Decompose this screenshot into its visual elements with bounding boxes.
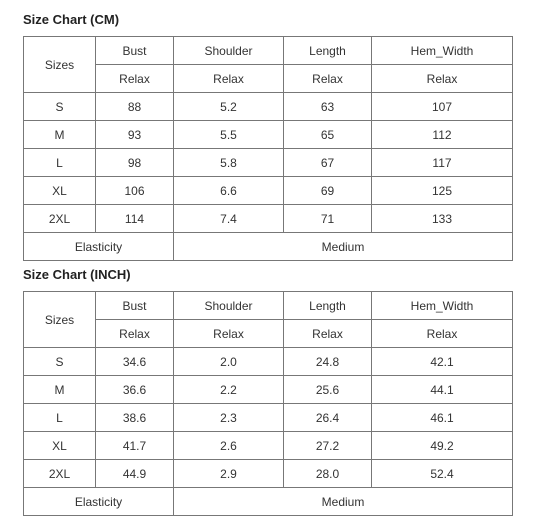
value-cell: 117 (372, 149, 513, 177)
table-row (24, 376, 513, 404)
value-cell: 112 (372, 121, 513, 149)
header-shoulder: Shoulder (174, 37, 284, 65)
fit-cell: Relax (174, 65, 284, 93)
size-cell: M (24, 121, 96, 149)
fit-cell: Relax (284, 320, 372, 348)
fit-cell: Relax (284, 65, 372, 93)
elasticity-value: Medium (174, 233, 513, 261)
value-cell: 69 (284, 177, 372, 205)
value-cell: 2.9 (174, 460, 284, 488)
header-length: Length (284, 37, 372, 65)
elasticity-row (24, 488, 513, 516)
size-cell: XL (24, 432, 96, 460)
value-cell: 125 (372, 177, 513, 205)
value-cell: 52.4 (372, 460, 513, 488)
header-hem-width: Hem_Width (372, 37, 513, 65)
fit-cell: Relax (372, 320, 513, 348)
header-bust: Bust (96, 292, 174, 320)
sizes-header: Sizes (24, 292, 96, 348)
elasticity-row (24, 233, 513, 261)
size-chart-cm-title: Size Chart (CM) (23, 12, 120, 27)
value-cell: 7.4 (174, 205, 284, 233)
elasticity-label: Elasticity (24, 233, 174, 261)
fit-cell: Relax (372, 65, 513, 93)
value-cell: 5.8 (174, 149, 284, 177)
elasticity-value: Medium (174, 488, 513, 516)
table-row (24, 404, 513, 432)
value-cell: 107 (372, 93, 513, 121)
fit-row (24, 65, 513, 93)
table-row (24, 460, 513, 488)
value-cell: 98 (96, 149, 174, 177)
table-row (24, 205, 513, 233)
table-row (24, 121, 513, 149)
header-row (24, 37, 513, 65)
header-bust: Bust (96, 37, 174, 65)
size-cell: S (24, 348, 96, 376)
value-cell: 46.1 (372, 404, 513, 432)
value-cell: 88 (96, 93, 174, 121)
size-cell: 2XL (24, 205, 96, 233)
value-cell: 2.6 (174, 432, 284, 460)
header-shoulder: Shoulder (174, 292, 284, 320)
table-row (24, 348, 513, 376)
value-cell: 5.5 (174, 121, 284, 149)
value-cell: 38.6 (96, 404, 174, 432)
value-cell: 93 (96, 121, 174, 149)
value-cell: 2.3 (174, 404, 284, 432)
sizes-header: Sizes (24, 37, 96, 93)
value-cell: 41.7 (96, 432, 174, 460)
value-cell: 34.6 (96, 348, 174, 376)
value-cell: 49.2 (372, 432, 513, 460)
size-chart-inch-title: Size Chart (INCH) (23, 267, 131, 282)
value-cell: 26.4 (284, 404, 372, 432)
size-cell: 2XL (24, 460, 96, 488)
size-cell: L (24, 149, 96, 177)
value-cell: 27.2 (284, 432, 372, 460)
table-row (24, 149, 513, 177)
value-cell: 71 (284, 205, 372, 233)
fit-cell: Relax (96, 320, 174, 348)
size-cell: L (24, 404, 96, 432)
value-cell: 65 (284, 121, 372, 149)
value-cell: 44.9 (96, 460, 174, 488)
table-row (24, 177, 513, 205)
value-cell: 44.1 (372, 376, 513, 404)
size-cell: XL (24, 177, 96, 205)
value-cell: 114 (96, 205, 174, 233)
size-chart-inch-table (23, 291, 513, 516)
value-cell: 63 (284, 93, 372, 121)
value-cell: 42.1 (372, 348, 513, 376)
table-row (24, 93, 513, 121)
value-cell: 6.6 (174, 177, 284, 205)
value-cell: 2.0 (174, 348, 284, 376)
value-cell: 2.2 (174, 376, 284, 404)
header-hem-width: Hem_Width (372, 292, 513, 320)
value-cell: 67 (284, 149, 372, 177)
size-chart-cm-table (23, 36, 513, 261)
value-cell: 106 (96, 177, 174, 205)
value-cell: 133 (372, 205, 513, 233)
size-cell: S (24, 93, 96, 121)
value-cell: 28.0 (284, 460, 372, 488)
fit-cell: Relax (96, 65, 174, 93)
size-cell: M (24, 376, 96, 404)
header-row (24, 292, 513, 320)
value-cell: 24.8 (284, 348, 372, 376)
fit-row (24, 320, 513, 348)
fit-cell: Relax (174, 320, 284, 348)
header-length: Length (284, 292, 372, 320)
table-row (24, 432, 513, 460)
value-cell: 5.2 (174, 93, 284, 121)
elasticity-label: Elasticity (24, 488, 174, 516)
value-cell: 36.6 (96, 376, 174, 404)
value-cell: 25.6 (284, 376, 372, 404)
